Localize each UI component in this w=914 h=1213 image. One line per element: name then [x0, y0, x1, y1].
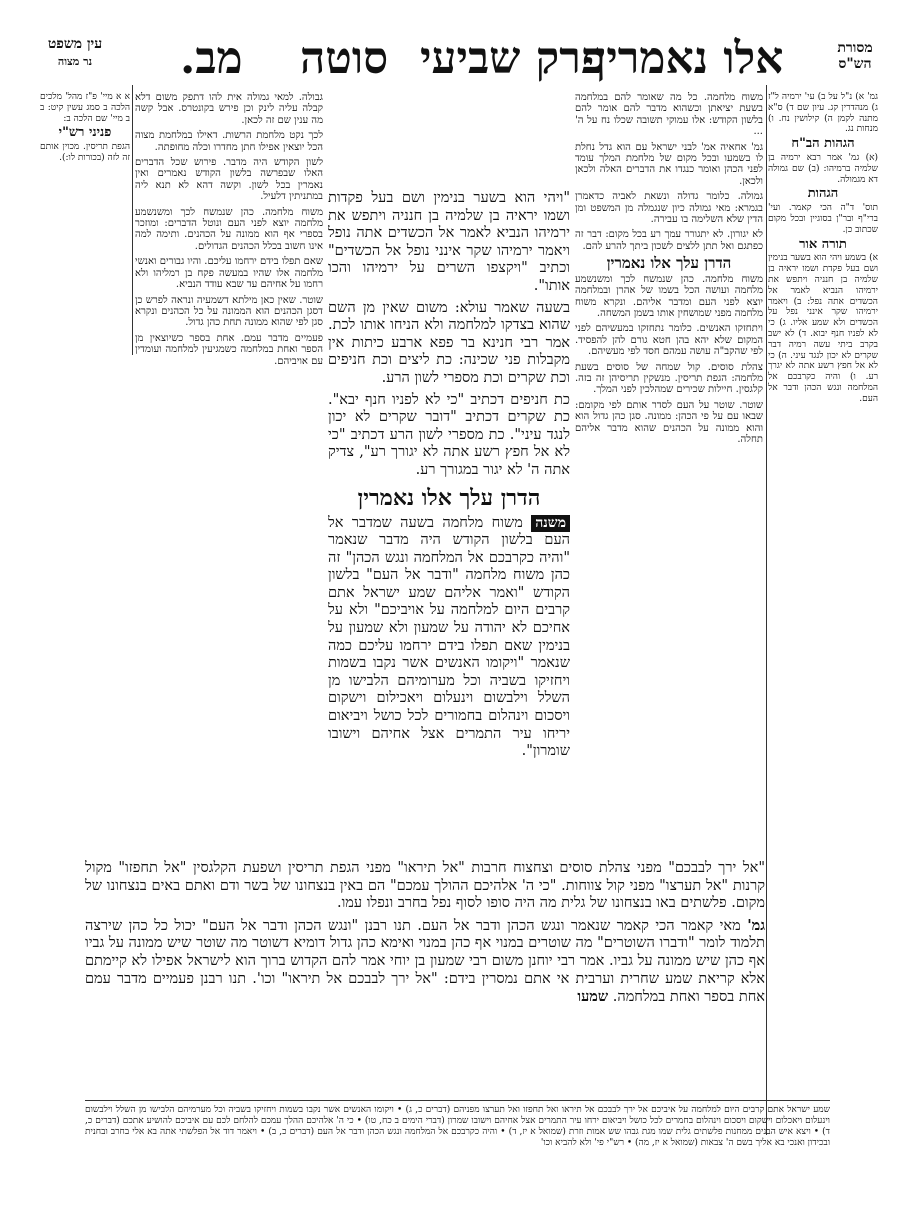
tractate-name: סוטה: [300, 33, 389, 84]
right-label-2: הש"ס: [838, 56, 872, 72]
tosafot-text-3: לשון הקודש היה מדבר. פירוש שכל הדברים האלו שבפרשה בלשון הקודש נאמרים ואין נאמרין בכל לשון. וקשה דהא לא תנא ליה במתניתין דלעיל.: [135, 157, 323, 203]
rashi-text-3: גמולה. כלומר גדולה ונשאת לאביה כדאמרן בגמרא: מאי גמולה כיון שנגמלה מן המשפט ומן הדין שלא השלימה בו עבירה.: [575, 191, 763, 226]
gemara-text: מאי קאמר הכי קאמר שנאמר ונגש הכהן ודבר אל העם. תנו רבנן "ונגש הכהן ודבר אל העם" יכול כל כהן שירצה תלמוד לומר "ודברו השוטרים" מה שוטרים במנוי אף כהן במנוי ואימא כהן גדול דומיא דשוטר מה שוטר שיש ממונה על גביו אף כהן שיש ממונה על גביו. אמר רבי יוחנן משום רבי שמעון בן יוחי אמר להם הקדוש ברוך הוא לישראל אפילו לא קיימתם אלא קריאת שמע שחרית וערבית אי אתם נמסרין בידם: "אל ירך לבבכם אל תיראו" וכו'. תנו רבנן פעמיים מדבר עמם אחת בספר ואחת במלחמה.: [85, 917, 765, 1006]
hadran-title: הדרן עלך אלו נאמרין: [357, 484, 541, 511]
footer-verses: שמע ישראל אתם קרבים היום למלחמה על איביכם אל ירך לבבכם אל תיראו ואל תחפזו ואל תערצו מפניהם (דברים כ, ג) • ויקומו האנשים אשר נקבו בשמות ויחזיקו בשביה וכל מערמיהם הלבישו מן השלל וילבשום וינעלום ויאכלום וישקום ויסכום וינהלום בחמרים לכל כושל ויביאום ירחו עיר התמרים אצל אחיהם וישובו שמרון (דברי הימים ב כח, טו) • כי ה' אלהיכם ההלך עמכם להלחם לכם עם איביכם להושיע אתכם (דברים כ, ד) • ויצא איש הבנים ממחנות פלשתים גלית שמו מגת גבהו שש אמות וזרת (שמואל א יז, ד) • והיה כקרבכם אל המלחמה ונגש הכהן ודבר אל העם (דברים כ, ב) • ויאמר דוד אל הפלשתי אתה בא אלי בחרב ובחנית ובכידון ואנכי בא אליך בשם ה' צבאות (שמואל א יז, מה) • רש"י פי' ולא להביא וכו': [85, 1105, 830, 1148]
left-label-2: נר מצוה: [57, 55, 93, 68]
footer-rule: [85, 1100, 830, 1101]
pninei-rashi-heading: פניני רש"י: [58, 125, 112, 141]
left-margin-column: [40, 92, 130, 342]
rashi-text-8: שוטר. שוטר על העם לסדר אותם לפי מקומם: שבאו עם על פי הכהן: ממונה. סגן כהן גדול הוא והוא ממונה על הכהנים שהוא מדבר אליהם תחלה.: [575, 399, 763, 445]
chapter-name: אלו נאמרין: [595, 33, 784, 84]
gemara-last-word: שמעו: [577, 988, 609, 1006]
tosafot-text-2: לכך נקט מלחמת הרשות. דאילו במלחמת מצוה הכל יוצאין אפילו חתן מחדרו וכלה מחופתה.: [135, 130, 323, 153]
gemara-main-2: כת חניפים דכתיב "כי לא לפניו חנף יבא". כת שקרים דכתיב "דובר שקרים לא יכון לנגד עיני". כת מספרי לשון הרע דכתיב "כי לא אל חפץ רשע אתה לא יגורך רע", צדיק אתה ה' לא יגור במגורך רע.: [328, 391, 570, 478]
rashi-hadran-heading: הדרן עלך אלו נאמרין: [606, 254, 732, 273]
pninei-rashi-text: הגפת תריסין. מכוין אותם זה לזה (בכורות לו:).: [40, 142, 130, 163]
tosafot-text-5: שאם תפלו בידם ירחמו עליכם. והיו גבורים ואנשי מלחמה אלו שהיו במעשה פקח בן רמליהו ולא רחמו על אחיהם עד שבא עודד הנביא.: [135, 256, 323, 291]
tosafot-text-7: פעמיים מדבר עמם. אחת בספר כשיוצאין מן הספר ואחת במלחמה כשמגיעין למלחמה ועומדין עם אויביהם.: [135, 332, 323, 367]
hagahot-bach-heading: הגהות הב"ח: [791, 136, 855, 152]
gemara-intro: "ויהי הוא בשער בנימין ושם בעל פקדות ושמו יראיה בן שלמיה בן חנניה ויתפש את ירמיהו הנביא לאמר אל הכשדים אתה נופל ויאמר ירמיהו שקר אינני נופל אל הכשדים" וכתיב "ויקצפו השרים על ירמיהו והכו אותו".: [328, 190, 570, 294]
torah-or-text: א) בשמע ויהי הוא בשער בנימין ושם בעל פקדת ושמו יראיה בן שלמיה בן חנניה ויתפש את ירמיהו הנביא לאמר אל הכשדים אתה נפל: ב) ויאמר ירמיהו שקר אינני נפל על הכשדים ולא שמע אליו. ג) כי לא לפניו חנף יבוא. ד) לא ישב בקרב ביתי עשה רמיה דבר שקרים לא יכון לנגד עיני. ה) כי לא אל חפץ רשע אתה לא יגרך רע. ו) והיה כקרבכם אל המלחמה ונגש הכהן ודבר אל העם.: [768, 253, 878, 404]
tosafot-text-1: גבולה. למאי גמולה אית להו דתפק משום דלא קבלה עליה לינק וכן פירש בקונטרס. אבל קשה מה ענין שם זה לכאן.: [135, 92, 323, 126]
right-margin-column: [768, 92, 878, 1102]
rashi-text-5: משוח מלחמה. כהן שנמשח לכך ומשנשמע מלחמה ועושה הכל בשמו של אהרן ובמלחמה יוצא לפני העם ומדבר אליהם. ונקרא משוח מלחמה מפני שמושחין אותו בשמן המשחה.: [575, 273, 763, 319]
tosafot-column: [135, 92, 323, 857]
tosafot-text-6: שוטר. שאין כאן מילתא דשמעיה ונראה לפרש כן דסגן הכהנים הוא הממונה על כל הכהנים ונקרא סגן לפי שהוא ממונה תחת כהן גדול.: [135, 294, 323, 329]
hagahot-bach-text: (א) גמ' אמר רבא ירמיה בן שלמיה ברמיהו: (ב) שם גמולה דא מגמולה.: [768, 152, 878, 185]
mishnah-label: משנה: [531, 515, 570, 533]
hagahot-heading: הגהות: [807, 186, 839, 202]
tosafot-text-4: משוח מלחמה. כהן שנמשח לכך ומשנשמע מלחמה יוצא לפני העם ונוטל הדברים: ומוזכר בספרי אף הוא ממונה על הכהנים. ותימה למה אינו חשוב בכלל הכהנים הגדולים.: [135, 206, 323, 252]
gemara-main-1: בשעה שאמר עולא: משום שאין מן השם שהוא בצדקו למלחמה ולא הניחו אותו לכת. אמר רבי חנינא בר פפא ארבע כיתות אין מקבלות פני שכינה: כת ליצים וכת חניפים וכת שקרים וכת מספרי לשון הרע.: [328, 299, 570, 386]
mishnah-text: משוח מלחמה בשעה שמדבר אל העם בלשון הקודש היה מדבר שנאמר "והיה כקרבכם אל המלחמה ונגש הכהן" זה כהן משוח מלחמה "ודבר אל העם" בלשון הקודש "ואמר אליהם שמע ישראל אתם קרבים היום למלחמה על אויביכם" ולא על אחיכם לא יהודה על שמעון ולא שמעון על בנימין שאם תפלו בידם ירחמו עליכם כמה שנאמר "ויקומו האנשים אשר נקבו בשמות ויחזיקו בשביה וכל מערומיהם הלבישו מן השלל וילבשום וינעלום ויאכילום וישקום ויסכום וינהלום בחמורים לכל כושל ויביאום יריחו עיר התמרים אצל אחיהם וישובו שומרון".: [328, 514, 570, 760]
gemara-label: גמ': [747, 916, 765, 934]
ein-mishpat-text: א א מיי' פ"ז מהל' מלכים הלכה ב סמג עשין קיט: ב ב מיי' שם הלכה ב:: [40, 92, 130, 124]
rashi-text-6: ויתחזקו האנשים. כלומר נתחזקו במעשיהם לפני המקום שלא יהא בהן חטא גורם להן להפסיד. לפי שהקב"ה עושה עמהם חסד לפי מעשיהם.: [575, 323, 763, 358]
right-label-1: מסורת: [837, 40, 873, 56]
daf-number: מב.: [180, 33, 243, 84]
mishnah-text-2: "אל ירך לבבכם" מפני צהלת סוסים וצחצוח חרבות "אל תיראו" מפני הגפת תריסין ושפעת הקלגסין "אל תחפזו" מקול קרנות "אל תערצו" מפני קול צווחות. "כי ה' אלהיכם ההולך עמכם" הם באין בנצחונו של בשר ודם ואתם באים בנצחונו של מקום. פלשתים באו בנצחונו של גלית מה היה סופו לסוף נפל בחרב ונפלו עמו.: [85, 860, 765, 912]
gemara-full-width: [85, 860, 765, 1098]
rashi-text-1: משוח מלחמה. כל מה שאומר להם במלחמה בשעת יציאתן וכשהוא מדבר להם אומר להם בלשון הקודש: אלו עמוקי תשובה שכלו נח על ה' ...: [575, 92, 763, 138]
left-label-1: עין משפט: [47, 36, 103, 52]
divider-left: [132, 85, 133, 355]
gemara-main-column: [328, 190, 570, 855]
hagahot-text: תוס' ד"ה הכי קאמר. ועי' ברי"ף ובר"ן בסוגיין ובכל מקום שכתוב כן.: [768, 203, 878, 235]
rashi-text-4: לא יגורון. לא יתגורר עמך רע בכל מקום: דבר זה כפתגם ואל תתן ללצים לשכון ביתך להרע להם.: [575, 229, 763, 252]
chapter-number: פרק שביעי: [420, 33, 605, 84]
torah-or-heading: תורה אור: [799, 236, 847, 252]
divider-right: [766, 85, 767, 1135]
masoret-text: גמ' א) נ"ל על ב) עי' ירמיה ל"ז ג) מנהדרין קג. עיון שם ד) ס"א מתנה לקמן ה) קילושין נח. ו) מנחות נג.: [768, 92, 878, 135]
rashi-text-7: צהלת סוסים. קול שמחה של סוסים בשעת מלחמה: הגפת תריסין. מנשקין תריסיהן זה בזה. קלגסין. חיילות שכירים שמהלכין לפני המלך.: [575, 361, 763, 396]
rashi-text-2: גמ' אחאיה אמ' לבני ישראל עם הוא גדל נחלת לו בשמעו ובכל מקום של מלחמת המלך עומד לפני הכהן ואומר כנגדו את הדברים האלה ולכאן ולכאן.: [575, 141, 763, 187]
page-header: [0, 30, 914, 90]
